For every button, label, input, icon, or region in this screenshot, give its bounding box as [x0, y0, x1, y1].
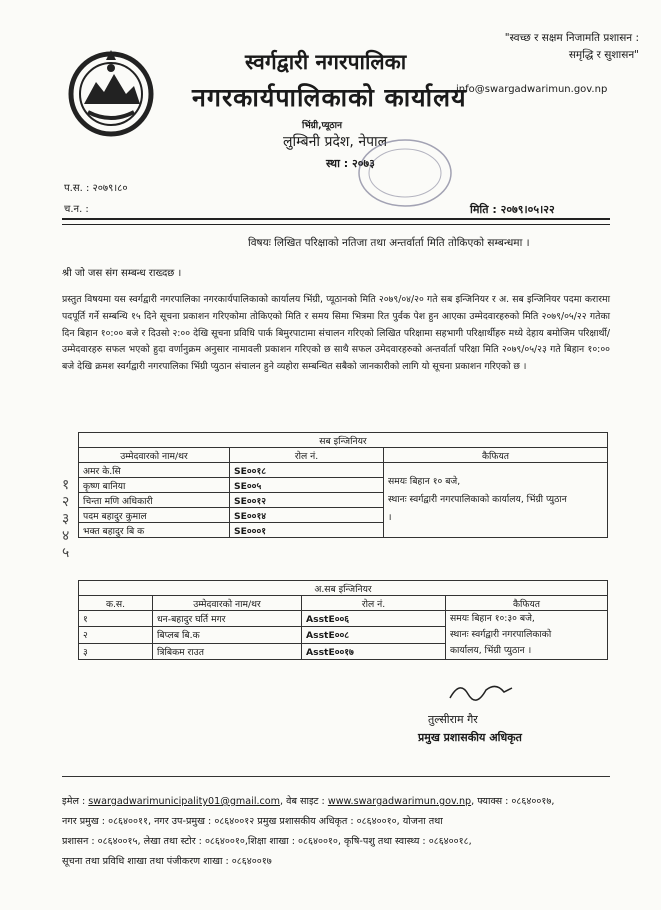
candidate-name: चिन्ता मणि अधिकारी — [79, 493, 230, 508]
footer-website-label: , वेब साइट : — [280, 796, 325, 807]
candidate-name: कृष्ण बानिया — [79, 478, 230, 493]
letter-date: मिति : २०७९।०५।२२ — [470, 203, 555, 216]
remarks-cell — [384, 463, 608, 538]
footer — [62, 792, 617, 872]
footer-line-3: प्रशासन : ०८६४००१५, लेखा तथा स्टोर : ०८६४००१०,शिक्षा शाखा : ०८६४००१०, कृषि-पशु तथा स्वास्थ्य : ०८६४००१८, — [62, 836, 472, 847]
motto-line-1: "स्वच्छ र सक्षम निजामति प्रशासन : — [504, 32, 639, 44]
header-divider — [62, 218, 610, 225]
footer-email-label: इमेल : — [62, 796, 86, 807]
table-row — [79, 611, 608, 627]
address-line-2: लुम्बिनी प्रदेश, नेपाल — [283, 134, 388, 150]
footer-divider — [62, 776, 610, 777]
candidate-name: त्रिबिकम राउत — [153, 643, 302, 659]
remarks-end: । — [388, 512, 392, 523]
roll-number: SE००१८ — [230, 463, 384, 478]
signature-icon — [446, 678, 516, 706]
reference-cn: च.न. : — [64, 204, 89, 215]
footer-email-link[interactable]: swargadwarimunicipality01@gmail.com — [88, 796, 281, 807]
roll-number: SE००१४ — [230, 508, 384, 523]
header-email: info@swargadwarimun.gov.np — [456, 84, 608, 95]
letter-body: प्रस्तुत विषयमा यस स्वर्गद्वारी नगरपालिका नगरकार्यपालिकाको कार्यालय भिंग्री, प्यूठानको मिति २०७९/०४/२० गते सब इन्जिनियर र अ. सब इन्जिनियर पदमा करारमा पदपूर्ति गर्ने सम्बन्धि १५ दिने सूचना प्रकाशन गरिएकोमा तोकिएको मिति र समय सिमा भित्रमा रित पुर्वक पेश हुन आएका उम्मेदवारहरुको मिति २०७९/०५/२२ गतेका दिन बिहान १०:०० बजे र दिउसो २:०० देखि सूचना प्रविधि पार्क बिमुरपाटामा संचालन गरिएको लिखित परिक्षामा सहभागी परिक्षार्थीहरु मध्ये देहाय बमोजिम परिक्षार्थी/उम्मेदवारहरु सफल भएको हुदा वर्णानुक्रम अनुसार नामावली प्रकाशन गरिएको छ साथै सफल उमेदवारहरुको अन्तर्वार्ता परिक्षा मिति २०७९/०५/२३ गते बिहान १०:०० बजे देखि क्रमश स्वर्गद्वारी नगरपालिका भिंग्री प्युठान संचालन हुने व्यहोरा सम्बन्धित सबैको जानकारीको लागि यो सूचना प्रकाशन गरिएको छ । — [62, 294, 610, 373]
office-title: नगरकार्यपालिकाको कार्यालय — [192, 83, 467, 112]
remarks-cell — [446, 611, 608, 660]
column-header-name: उम्मेदवारको नाम/थर — [79, 448, 230, 463]
roll-number: AsstE००८ — [302, 627, 446, 643]
column-header-remarks: कैफियत — [384, 448, 608, 463]
column-header-name: उम्मेदवारको नाम/थर — [153, 596, 302, 611]
footer-line-2: नगर प्रमुख : ०८६४००११, नगर उप-प्रमुख : ०८६४००१२ प्रमुख प्रशासकीय अधिकृत : ०८६४००१०, योजना तथा — [62, 816, 443, 827]
handwritten-number: २ — [62, 494, 70, 510]
candidate-name: अमर के.सि — [79, 463, 230, 478]
reference-ps: प.स. : २०७९।८० — [64, 183, 128, 194]
remarks-place: स्थानः स्वर्गद्वारी नगरपालिकाको — [450, 629, 552, 640]
sub-engineer-table — [78, 432, 608, 538]
footer-line-4: सूचना तथा प्रविधि शाखा तथा पंजीकरण शाखा : ०८६४००१७ — [62, 856, 272, 867]
letter-salutation: श्री जो जस संग सम्बन्ध राख्दछ । — [62, 268, 182, 279]
column-header-roll: रोल नं. — [302, 596, 446, 611]
motto — [449, 30, 639, 64]
footer-line-1 — [62, 792, 617, 812]
candidate-name: भक्त बहादुर बि क — [79, 523, 230, 538]
table-section-title: सब इन्जिनियर — [79, 433, 608, 448]
signatory-name: तुल्सीराम गैर — [428, 713, 478, 726]
column-header-roll: रोल नं. — [230, 448, 384, 463]
candidate-name: पदम बहादुर कुमाल — [79, 508, 230, 523]
remarks-time: समयः बिहान १० बजे, — [388, 476, 461, 487]
roll-number: SE००१२ — [230, 493, 384, 508]
remarks-place: स्थानः स्वर्गद्वारी नगरपालिकाको कार्यालय, भिंग्री प्युठान — [388, 494, 567, 505]
address-line-1: भिंग्री,प्यूठान — [302, 121, 342, 131]
letter-subject: विषयः लिखित परिक्षाको नतिजा तथा अन्तर्वार्ता मिति तोकिएको सम्बन्धमा । — [248, 237, 530, 249]
nepal-emblem-icon — [66, 46, 156, 138]
footer-fax: , फ्याक्स : ०८६४००१७, — [471, 796, 555, 807]
asst-sub-engineer-table — [78, 580, 608, 660]
handwritten-number: ४ — [62, 528, 70, 544]
roll-number: SE००५ — [230, 478, 384, 493]
serial-number: १ — [79, 611, 153, 627]
remarks-place-2: कार्यालय, भिंग्री प्युठान । — [450, 645, 532, 656]
roll-number: AsstE००१७ — [302, 643, 446, 659]
roll-number: AsstE००६ — [302, 611, 446, 627]
candidate-name: धन-बहादुर घर्ति मगर — [153, 611, 302, 627]
handwritten-number: ५ — [62, 545, 70, 561]
office-stamp-icon — [355, 136, 455, 210]
roll-number: SE०००१ — [230, 523, 384, 538]
motto-line-2: समृद्धि र सुशासन" — [568, 49, 639, 61]
footer-website-link[interactable]: www.swargadwarimun.gov.np — [327, 796, 472, 807]
handwritten-number: १ — [62, 477, 70, 493]
serial-number: ३ — [79, 643, 153, 659]
serial-number: २ — [79, 627, 153, 643]
municipality-title: स्वर्गद्वारी नगरपालिका — [245, 50, 407, 74]
table-row — [79, 463, 608, 478]
column-header-sn: क.स. — [79, 596, 153, 611]
signatory-title: प्रमुख प्रशासकीय अधिकृत — [418, 731, 522, 744]
remarks-time: समयः बिहान १०:३० बजे, — [450, 613, 535, 624]
candidate-name: बिप्लब बि.क — [153, 627, 302, 643]
handwritten-number: ३ — [62, 511, 70, 527]
table-section-title: अ.सब इन्जिनियर — [79, 581, 608, 596]
address-line-3: स्था : २०७३ — [326, 157, 375, 170]
column-header-remarks: कैफियत — [446, 596, 608, 611]
